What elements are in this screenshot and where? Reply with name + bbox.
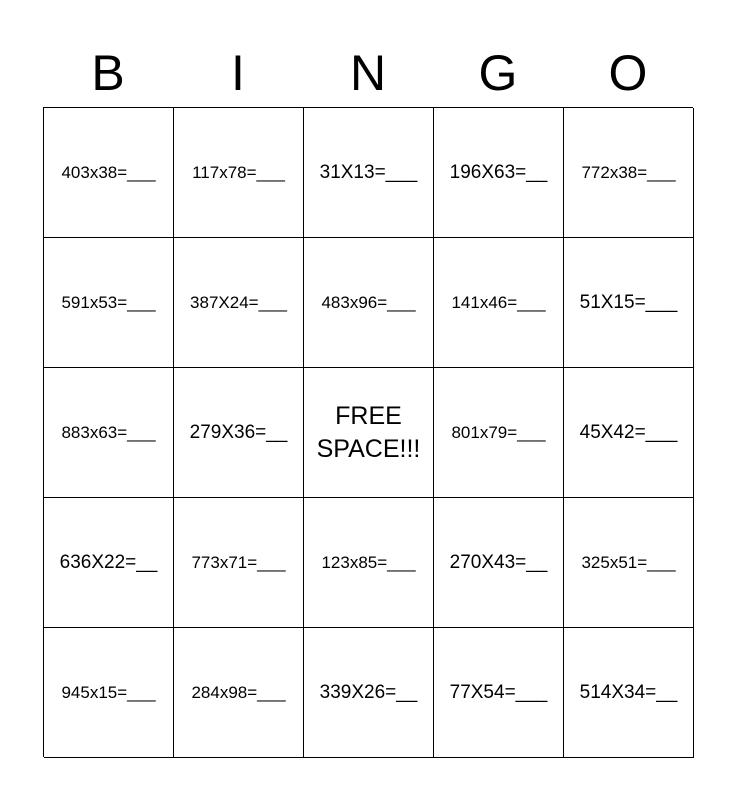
bingo-cell: 141x46=___ — [434, 238, 564, 368]
bingo-cell: 387X24=___ — [174, 238, 304, 368]
bingo-cell: 514X34=__ — [564, 628, 694, 758]
bingo-cell: 284x98=___ — [174, 628, 304, 758]
bingo-cell: 591x53=___ — [44, 238, 174, 368]
bingo-cell: 31X13=___ — [304, 108, 434, 238]
bingo-cell: 270X43=__ — [434, 498, 564, 628]
bingo-grid — [43, 107, 693, 757]
bingo-cell: 773x71=___ — [174, 498, 304, 628]
header-letter-b: B — [91, 45, 125, 101]
bingo-cell: 483x96=___ — [304, 238, 434, 368]
header-letter-i: I — [231, 45, 245, 101]
bingo-cell: 339X26=__ — [304, 628, 434, 758]
bingo-cell: 77X54=___ — [434, 628, 564, 758]
bingo-cell: 883x63=___ — [44, 368, 174, 498]
bingo-cell: 117x78=___ — [174, 108, 304, 238]
free-space-cell: FREE SPACE!!! — [304, 368, 434, 498]
bingo-cell: 772x38=___ — [564, 108, 694, 238]
bingo-cell: 403x38=___ — [44, 108, 174, 238]
header-letter-g: G — [478, 45, 518, 101]
bingo-cell: 325x51=___ — [564, 498, 694, 628]
bingo-cell: 801x79=___ — [434, 368, 564, 498]
header-letter-o: O — [608, 45, 648, 101]
bingo-cell: 279X36=__ — [174, 368, 304, 498]
bingo-cell: 51X15=___ — [564, 238, 694, 368]
bingo-cell: 123x85=___ — [304, 498, 434, 628]
bingo-header — [43, 40, 693, 106]
bingo-cell: 636X22=__ — [44, 498, 174, 628]
bingo-cell: 45X42=___ — [564, 368, 694, 498]
bingo-cell: 196X63=__ — [434, 108, 564, 238]
bingo-cell: 945x15=___ — [44, 628, 174, 758]
header-letter-n: N — [349, 45, 387, 101]
